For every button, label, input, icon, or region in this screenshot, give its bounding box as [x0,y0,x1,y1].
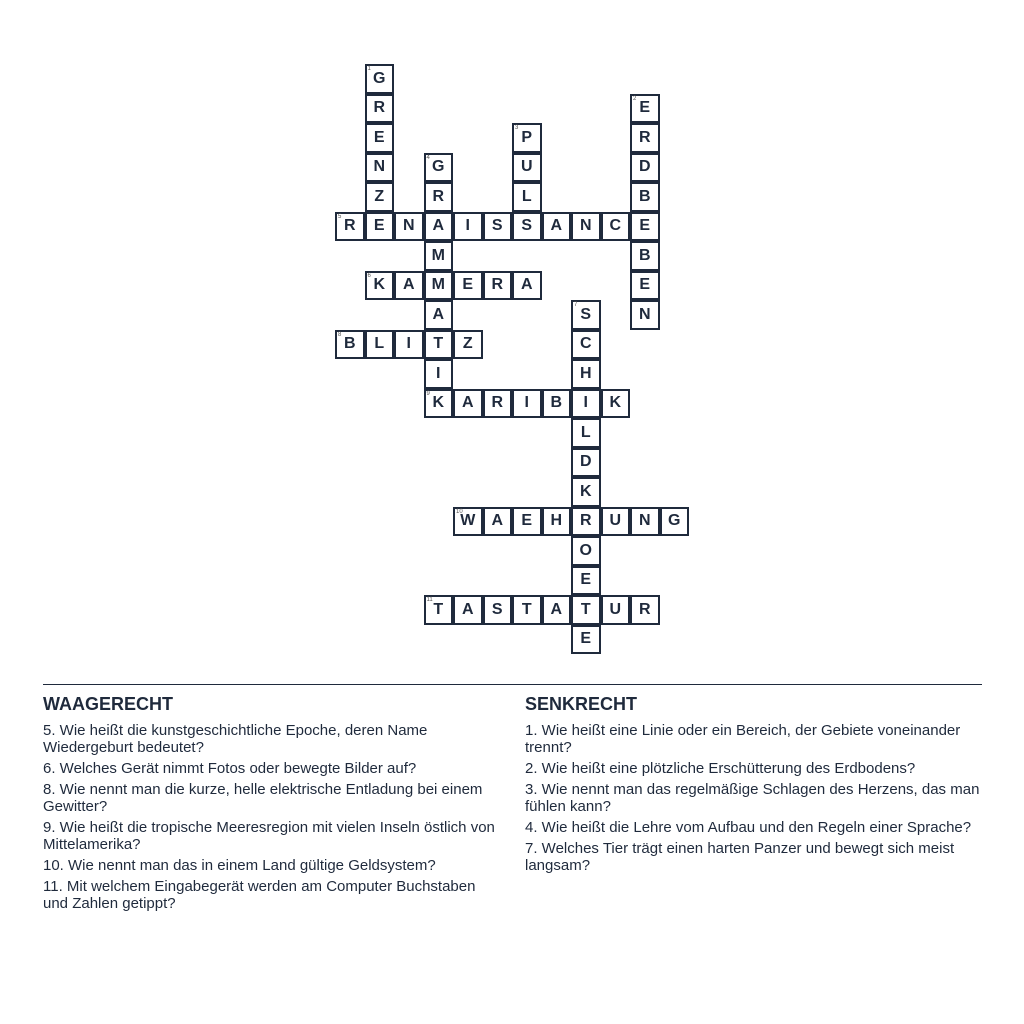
grid-cell[interactable] [394,271,424,301]
grid-cell[interactable] [483,507,513,537]
down-clues [525,694,985,878]
grid-cell[interactable] [542,212,572,242]
clue-down-4: 4. Wie heißt die Lehre vom Aufbau und den Regeln einer Sprache? [525,819,972,836]
grid-cell[interactable] [601,595,631,625]
grid-cell[interactable] [453,271,483,301]
grid-cell[interactable] [512,595,542,625]
cell-letter: E [373,217,385,235]
cell-letter: A [550,600,563,618]
cell-letter: O [579,541,592,559]
grid-cell[interactable] [365,182,395,212]
grid-cell[interactable] [542,389,572,419]
cell-letter: A [432,305,445,323]
grid-cell[interactable] [453,330,483,360]
grid-cell[interactable] [483,271,513,301]
cell-letter: R [638,600,651,618]
cell-letter: H [550,512,563,530]
cell-letter: M [431,246,445,264]
cell-letter: I [465,217,470,235]
grid-cell[interactable] [542,507,572,537]
cell-letter: A [491,512,504,530]
grid-cell[interactable] [365,330,395,360]
grid-cell[interactable] [424,300,454,330]
grid-cell[interactable] [453,389,483,419]
grid-cell[interactable] [601,389,631,419]
clue-number: 5 [338,213,342,220]
grid-cell[interactable] [512,271,542,301]
grid-cell[interactable] [571,507,601,537]
grid-cell[interactable] [571,566,601,596]
grid-cell[interactable] [483,389,513,419]
cell-letter: E [373,128,385,146]
grid-cell[interactable] [424,595,454,625]
grid-cell[interactable] [335,330,365,360]
cell-letter: C [609,217,622,235]
grid-cell[interactable] [630,271,660,301]
clue-across-6: 6. Welches Gerät nimmt Fotos oder bewegte Bilder auf? [43,760,417,777]
cell-letter: S [491,600,503,618]
grid-cell[interactable] [512,389,542,419]
grid-cell[interactable] [483,212,513,242]
grid-cell[interactable] [630,182,660,212]
cell-letter: R [638,128,651,146]
down-heading: SENKRECHT [525,694,638,714]
cell-letter: A [432,217,445,235]
grid-cell[interactable] [630,241,660,271]
cell-letter: R [373,99,386,117]
grid-cell[interactable] [571,330,601,360]
grid-cell[interactable] [453,507,483,537]
cell-letter: T [580,600,591,618]
cell-letter: R [491,276,504,294]
grid-cell[interactable] [571,389,601,419]
clue-down-3: 3. Wie nennt man das regelmäßige Schlagen des Herzens, das man fühlen kann? [525,781,980,815]
cell-letter: M [431,276,445,294]
grid-cell[interactable] [424,359,454,389]
grid-cell[interactable] [424,153,454,183]
cell-letter: G [668,512,681,530]
grid-cell[interactable] [365,64,395,94]
grid-cell[interactable] [571,300,601,330]
grid-cell[interactable] [601,507,631,537]
cell-letter: D [579,453,592,471]
cell-letter: I [406,335,411,353]
grid-cell[interactable] [424,241,454,271]
grid-cell[interactable] [571,212,601,242]
grid-cell[interactable] [483,595,513,625]
grid-cell[interactable] [512,182,542,212]
cell-letter: N [638,512,651,530]
clue-number: 9 [426,390,430,397]
grid-cell[interactable] [630,212,660,242]
cell-letter: I [583,394,588,412]
clue-down-2: 2. Wie heißt eine plötzliche Erschütterung des Erdbodens? [525,760,916,777]
cell-letter: N [638,305,651,323]
clue-number: 10 [456,508,463,515]
cell-letter: D [638,158,651,176]
grid-cell[interactable] [365,123,395,153]
grid-cell[interactable] [512,507,542,537]
cell-letter: H [579,364,592,382]
cell-letter: E [580,571,592,589]
cell-letter: N [579,217,592,235]
grid-cell[interactable] [394,330,424,360]
grid-cell[interactable] [571,595,601,625]
cell-letter: E [462,276,474,294]
cell-letter: S [521,217,533,235]
cell-letter: T [521,600,532,618]
cell-letter: E [521,512,533,530]
cell-letter: E [639,217,651,235]
grid-cell[interactable] [512,153,542,183]
clue-across-10: 10. Wie nennt man das in einem Land gültige Geldsystem? [43,857,436,874]
cell-letter: N [402,217,415,235]
grid-cell[interactable] [571,359,601,389]
cell-letter: L [580,423,591,441]
cell-letter: R [491,394,504,412]
grid-cell[interactable] [365,271,395,301]
cell-letter: K [609,394,622,412]
cell-letter: K [432,394,445,412]
grid-cell[interactable] [660,507,690,537]
grid-cell[interactable] [630,153,660,183]
clue-number: 8 [338,331,342,338]
grid-cell[interactable] [453,212,483,242]
grid-cell[interactable] [571,536,601,566]
cell-letter: A [520,276,533,294]
clue-number: 11 [426,597,433,603]
cell-letter: P [521,128,533,146]
across-heading: WAAGERECHT [43,694,173,714]
grid-cell[interactable] [601,212,631,242]
cell-letter: E [639,99,651,117]
clue-number: 1 [367,66,371,72]
cell-letter: K [579,482,592,500]
cell-letter: W [460,512,476,530]
grid-cell[interactable] [630,94,660,124]
clue-across-11: 11. Mit welchem Eingabegerät werden am Computer Buchstaben und Zahlen getippt? [43,878,476,912]
grid-cell[interactable] [630,507,660,537]
grid-cell[interactable] [571,448,601,478]
grid-cell[interactable] [365,94,395,124]
clue-number: 4 [426,154,430,161]
cell-letter: L [374,335,385,353]
grid-cell[interactable] [424,182,454,212]
cell-letter: A [461,600,474,618]
grid-cell[interactable] [453,595,483,625]
grid-cell[interactable] [365,212,395,242]
cell-letter: E [580,630,592,648]
clue-down-7: 7. Welches Tier trägt einen harten Panzer und bewegt sich meist langsam? [525,840,955,874]
cell-letter: T [433,600,444,618]
cell-letter: A [550,217,563,235]
clue-number: 2 [633,95,637,102]
clue-across-8: 8. Wie nennt man die kurze, helle elektrische Entladung bei einem Gewitter? [43,781,483,815]
clue-number: 3 [515,125,519,131]
cell-letter: G [432,158,445,176]
cell-letter: U [609,512,622,530]
cell-letter: B [638,246,651,264]
clue-down-1: 1. Wie heißt eine Linie oder ein Bereich, der Gebiete voneinander trennt? [525,722,961,756]
grid-cell[interactable] [630,123,660,153]
grid-cell[interactable] [630,300,660,330]
cell-letter: R [432,187,445,205]
grid-cell[interactable] [365,153,395,183]
cell-letter: I [524,394,529,412]
across-clues [43,694,503,916]
clue-number: 6 [367,272,371,279]
cell-letter: R [579,512,592,530]
grid-cell[interactable] [571,625,601,655]
cell-letter: B [638,187,651,205]
cell-letter: Z [374,187,385,205]
grid-cell[interactable] [512,212,542,242]
cell-letter: C [579,335,592,353]
grid-cell[interactable] [571,418,601,448]
clue-number: 7 [574,302,578,308]
grid-cell[interactable] [335,212,365,242]
cell-letter: S [580,305,592,323]
cell-letter: I [436,364,441,382]
grid-cell[interactable] [394,212,424,242]
cell-letter: A [402,276,415,294]
cell-letter: S [491,217,503,235]
divider [43,684,982,685]
grid-cell[interactable] [630,595,660,625]
cell-letter: G [373,69,386,87]
grid-cell[interactable] [571,477,601,507]
cell-letter: U [520,158,533,176]
grid-cell[interactable] [424,271,454,301]
grid-cell[interactable] [424,389,454,419]
cell-letter: Z [462,335,473,353]
cell-letter: B [343,335,356,353]
grid-cell[interactable] [424,212,454,242]
clue-across-5: 5. Wie heißt die kunstgeschichtliche Epoche, deren Name Wiedergeburt bedeutet? [43,722,428,756]
grid-cell[interactable] [512,123,542,153]
grid-cell[interactable] [424,330,454,360]
cell-letter: L [521,187,532,205]
cell-letter: N [373,158,386,176]
cell-letter: E [639,276,651,294]
grid-cell[interactable] [542,595,572,625]
cell-letter: A [461,394,474,412]
cell-letter: B [550,394,563,412]
cell-letter: T [433,335,444,353]
clue-across-9: 9. Wie heißt die tropische Meeresregion mit vielen Inseln östlich von Mittelamerika? [43,819,495,853]
cell-letter: K [373,276,386,294]
cell-letter: R [343,217,356,235]
cell-letter: U [609,600,622,618]
